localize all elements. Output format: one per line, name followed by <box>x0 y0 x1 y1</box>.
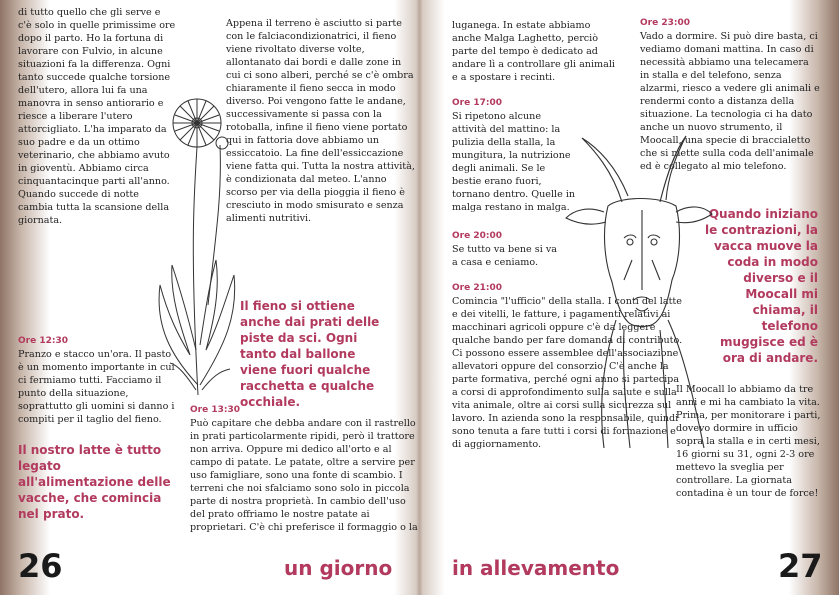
right-col1-intro <box>452 19 620 84</box>
footer-title-left: un giorno <box>284 556 393 580</box>
text-2300: Vado a dormire. Si può dire basta, ci vediamo domani mattina. In caso di necessità abbiamo una telecamera in stalla e del telefono, senza alzarmi, riesco a vedere gli animali e rendermi conto a distanza della situazione. La tecnologia ci ha dato anche un nuovo strumento, il Moocall, una specie di braccialetto che si mette sulla coda dell'animale ed è collegato al mio telefono. <box>640 31 820 172</box>
section-2000 <box>452 230 564 269</box>
page-number-left: 26 <box>18 547 63 585</box>
text-1230: Pranzo e stacco un'ora. Il pasto è un momento importante in cui ci fermiamo tutti. Facciamo il punto della situazione, soprattutto gli uomini si danno i compiti per il taglio del fieno. <box>18 349 175 425</box>
text-moocall: Il Moocall lo abbiamo da tre anni e mi ha cambiato la vita. Prima, per monitorare i parti, dovevo dormire in ufficio sopra la stalla e in certi mesi, 16 giorni su 31, ogni 2-3 ore mettevo la sveglia per controllare. La giornata contadina è un tour de force! <box>676 384 821 499</box>
page-number-right: 27 <box>778 547 823 585</box>
section-1700 <box>452 97 576 214</box>
time-heading-2100: Ore 21:00 <box>452 283 502 293</box>
time-heading-2000: Ore 20:00 <box>452 231 502 241</box>
text-1330: Può capitare che debba andare con il rastrello in prati particolarmente ripidi, però il trattore non arriva. Oppure mi dedico all'orto e al campo di patate. Le patate, oltre a servire per uso famigliare, sono una fonte di scambio. I terreni che noi sfalciamo sono solo in piccola parte di nostra proprietà. In cambio dell'uso del prato offriamo le nostre patate ai proprietari. C'è chi preferisce il formaggio o la <box>190 418 418 533</box>
goat-illustration <box>564 130 714 450</box>
time-heading-1230: Ore 12:30 <box>18 336 68 346</box>
text-1700: Si ripetono alcune attività del mattino: la pulizia della stalla, la mungitura, la nutrizione degli animali. Se le bestie erano fuori, tornano dentro. Quelle in malga restano in malga. <box>452 111 576 213</box>
left-intro-text: di tutto quello che gli serve e c'è solo in quelle primissime ore dopo il parto. Ho la fortuna di lavorare con Fulvio, in alcune situazioni fa la differenza. Ogni tanto succede qualche torsione dell'utero, allora lui fa una manovra in senso antiorario e riesce a liberare l'utero attorcigliato. L'ha imparato da suo padre e da un ottimo veterinario, che abbiamo avuto in gioventù. Abbiamo circa cinquantacinque parti all'anno. Quando succede di notte cambia tutta la scansione della giornata. <box>18 7 176 226</box>
footer-title-right: in allevamento <box>452 556 620 580</box>
right-intro-text: luganega. In estate abbiamo anche Malga Laghetto, perciò parte del tempo è dedicato ad andare lì a controllare gli animali e a spostare i recinti. <box>452 20 615 83</box>
hay-text: Appena il terreno è asciutto si parte con le falciacondizionatrici, il fieno viene rivoltato diverse volte, allontanato dai bordi e dalle zone in cui ci sono alberi, perché se c'è ombra chiaramente il fieno secca in modo diverso. Poi vengono fatte le andane, successivamente si passa con la rotoballa, infine il fieno viene portato qui in fattoria dove abbiamo un essiccatoio. La fine dell'essiccazione viene fatta qui. Tutta la nostra attività, è condizionata dal meteo. L'anno scorso per via della pioggia il fieno è cresciuto in modo smisurato e senza alimenti nutritivi. <box>226 18 415 224</box>
pull-quote-ski: Il fieno si ottiene anche dai prati delle piste da sci. Ogni tanto dal ballone viene fuori qualche racchetta e qualche occhiale. <box>240 299 380 409</box>
time-heading-1700: Ore 17:00 <box>452 98 502 108</box>
text-2000: Se tutto va bene si va a casa e ceniamo. <box>452 244 557 268</box>
time-heading-2300: Ore 23:00 <box>640 18 690 28</box>
section-1330 <box>190 404 422 534</box>
pull-quote-moocall: Quando iniziano le contrazioni, la vacca muove la coda in modo diverso e il Moocall mi chiama, il telefono muggisce ed è ora di andare. <box>704 207 818 365</box>
pull-quote-milk: Il nostro latte è tutto legato all'alimentazione delle vacche, che comincia nel prato. <box>18 443 171 521</box>
left-col2-text <box>226 17 418 225</box>
time-heading-1330: Ore 13:30 <box>190 405 240 415</box>
text-2100: Comincia "l'ufficio" della stalla. I conti del latte e dei vitelli, le fatture, i pagamenti relativi ai macchinari agricoli oppure c'è da leggere qualche bando per fare domanda di contributo. Ci possono essere assemblee dell'associazione allevatori oppure del consorzio. C'è anche la parte formativa, perché ogni anno si partecipa a corsi di approfondimento sulla salute e sulla vita animale, oltre ai corsi sulla sicurezza sul lavoro. In azienda sono la responsabile, quindi sono tenuta a fare tutti i corsi di formazione e di aggiornamento. <box>452 296 683 450</box>
dandelion-illustration <box>150 85 250 405</box>
